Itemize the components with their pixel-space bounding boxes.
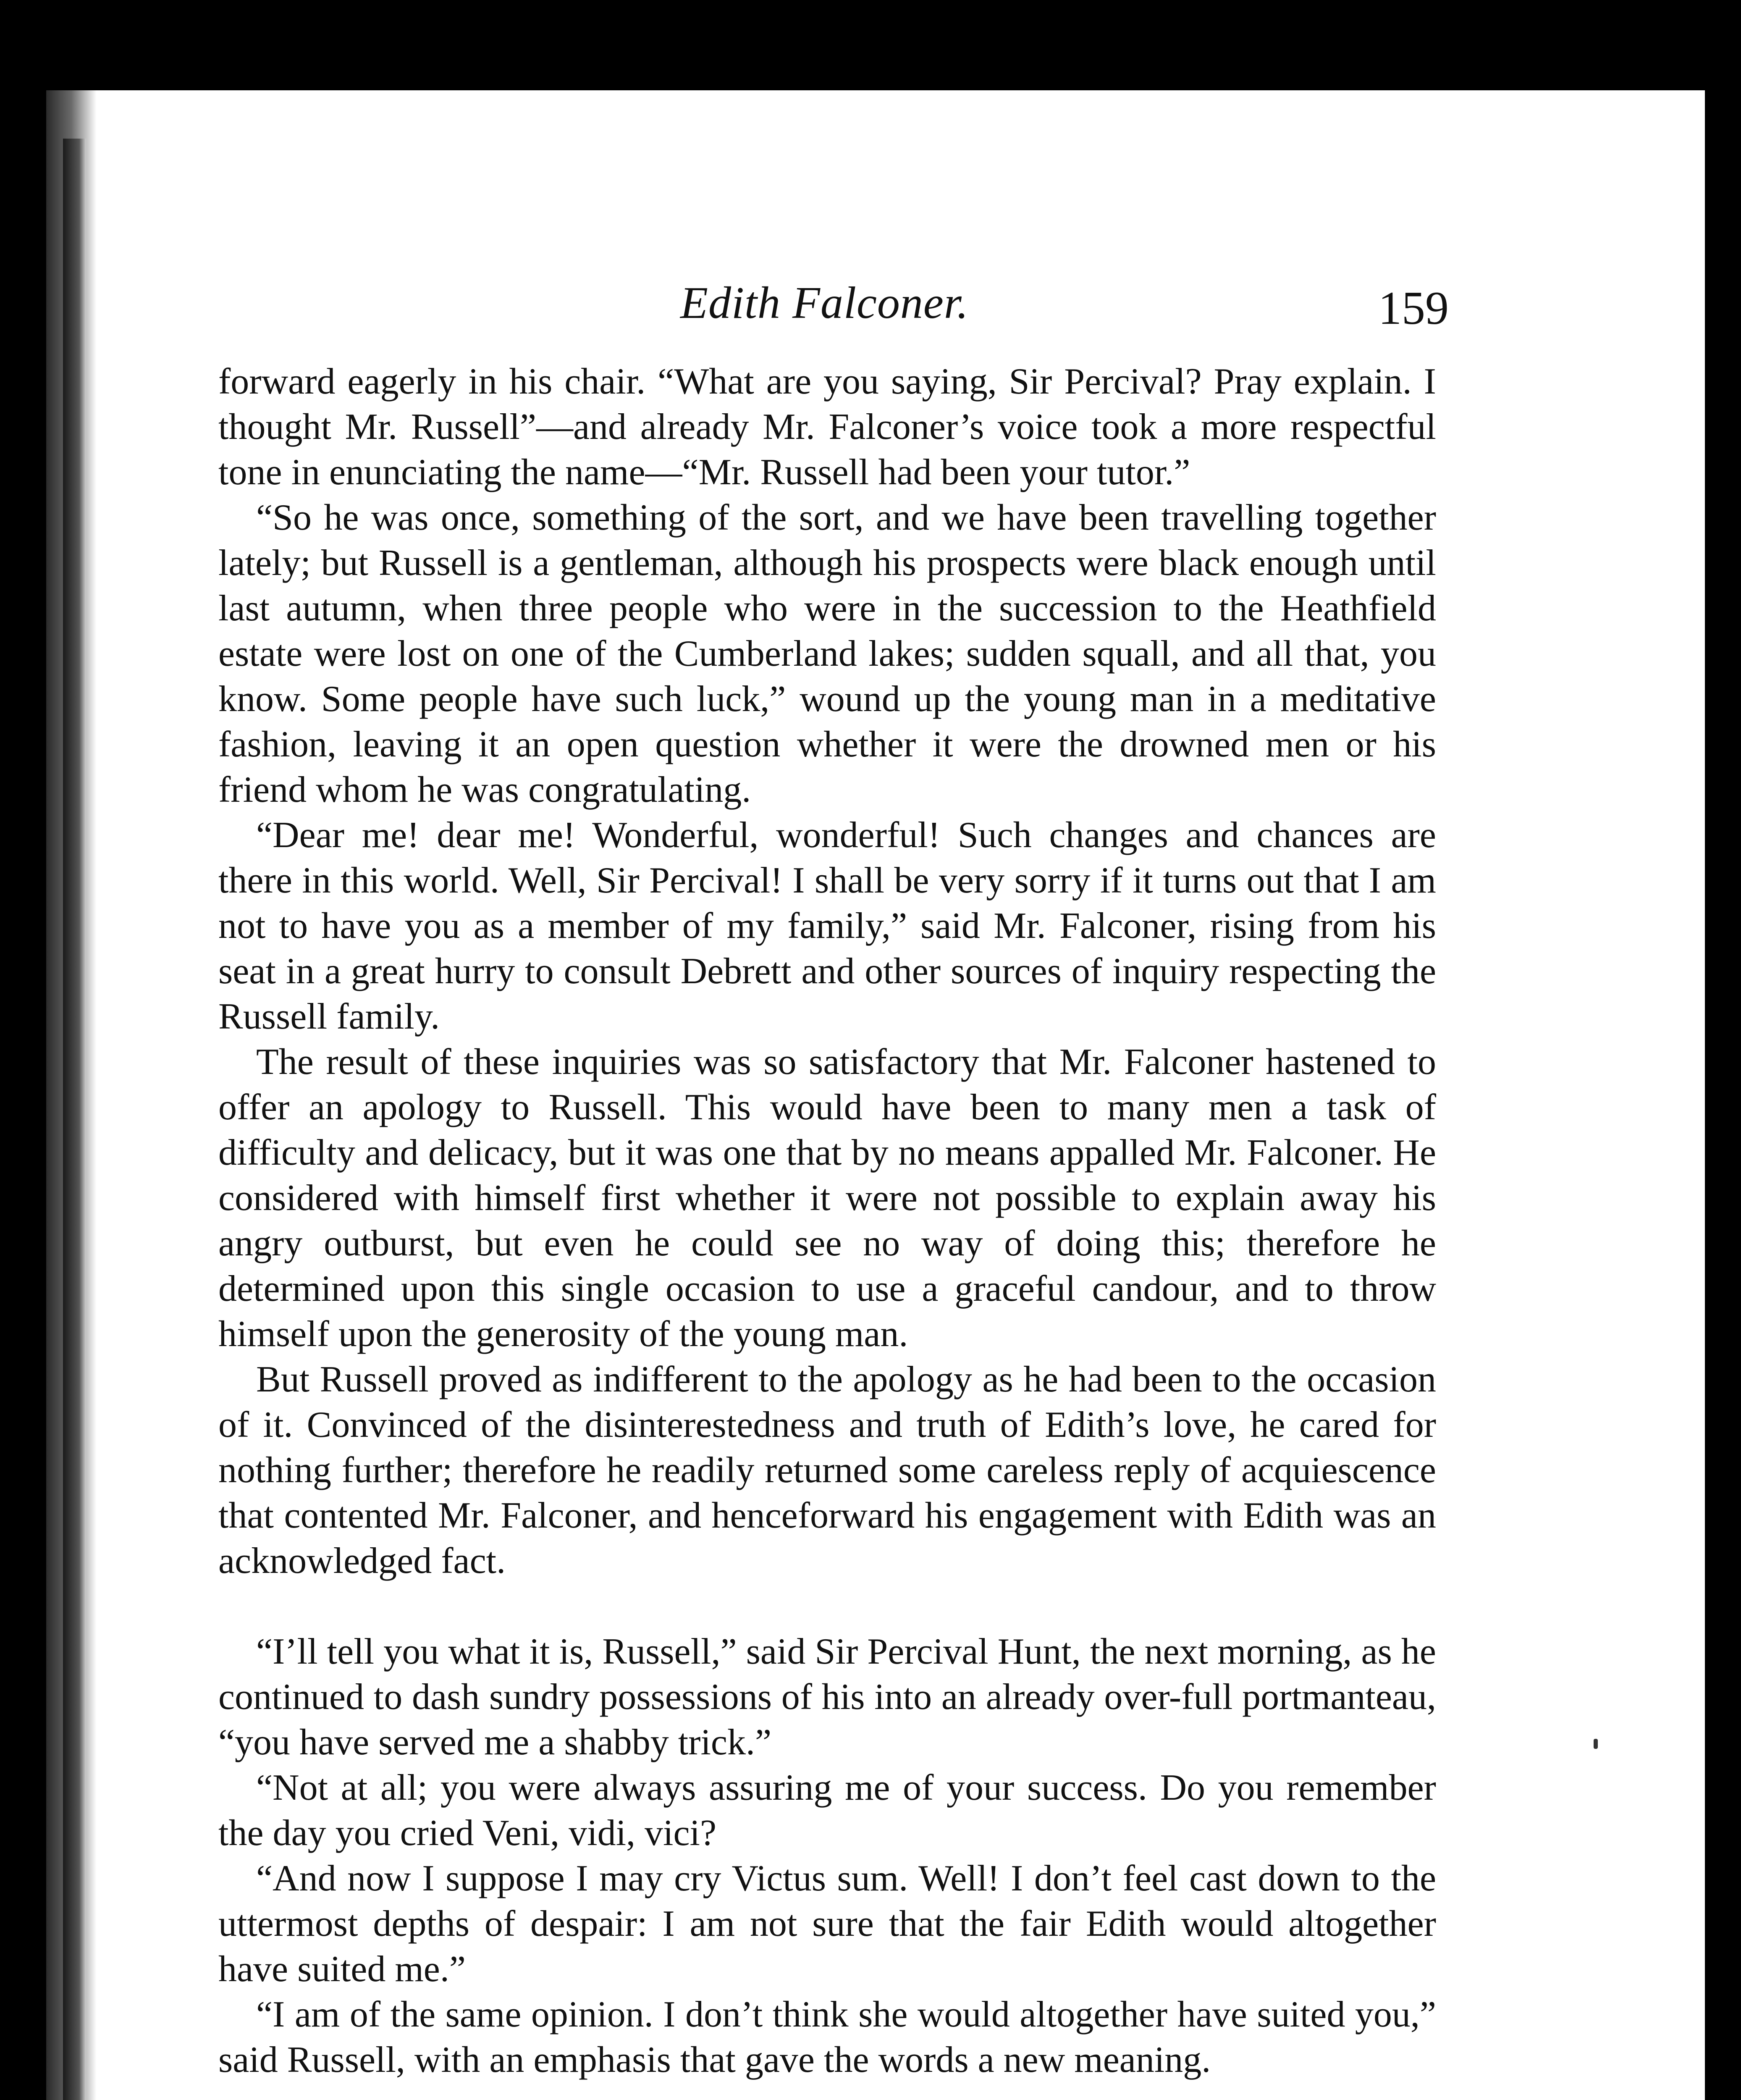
paragraph: “I am of the same opinion. I don’t think she would altogether have suited you,” said Russell, with an emphasis that gave the words a new meaning.	[218, 1994, 1436, 2080]
paragraph: But Russell proved as indifferent to the apology as he had been to the occasion of it. Convinced of the disinterestedness and truth of Edith’s love, he cared for nothing further; therefore he readily returned some careless reply of acquiescence that contented Mr. Falconer, and henceforward his engagement with Edith was an acknowledged fact.	[218, 1359, 1436, 1581]
running-head	[218, 277, 1449, 340]
paragraph: “Not at all; you were always assuring me of your success. Do you remember the day you cried Veni, vidi, vici?	[218, 1767, 1436, 1853]
running-title: Edith Falconer.	[680, 278, 969, 328]
paragraph: forward eagerly in his chair. “What are you saying, Sir Percival? Pray explain. I thought Mr. Russell”—and already Mr. Falconer’s voice took a more respectful tone in enunciating the name—“Mr. Russell had been your tutor.”	[218, 361, 1436, 493]
paragraph: “Dear me! dear me! Wonderful, wonderful! Such changes and chances are there in this world. Well, Sir Percival! I shall be very sorry if it turns out that I am not to have you as a member of my family,” said Mr. Falconer, rising from his seat in a great hurry to consult Debrett and other sources of inquiry respecting the Russell family.	[218, 815, 1436, 1037]
paragraph: The result of these inquiries was so satisfactory that Mr. Falconer hastened to offer an apology to Russell. This would have been to many men a task of difficulty and delicacy, but it was one that by no means appalled Mr. Falconer. He considered with himself first whether it were not possible to explain away his angry outburst, but even he could see no way of doing this; therefore he determined upon this single occasion to use a graceful candour, and to throw himself upon the generosity of the young man.	[218, 1042, 1436, 1354]
paragraph: “So he was once, something of the sort, and we have been travelling together lately; but Russell is a gentleman, although his prospects were black enough until last autumn, when three people who were in the succession to the Heathfield estate were lost on one of the Cumberland lakes; sudden squall, and all that, you know. Some people have such luck,” wound up the young man in a meditative fashion, leaving it an open question whether it were the drowned men or his friend whom he was congratulating.	[218, 497, 1436, 810]
paragraph: “And now I suppose I may cry Victus sum. Well! I don’t feel cast down to the uttermost depths of despair: I am not sure that the fair Edith would altogether have suited me.”	[218, 1858, 1436, 1990]
page-gutter	[63, 139, 86, 2100]
scan-speck	[1594, 1739, 1598, 1749]
page-number: 159	[1378, 282, 1449, 334]
body-text	[218, 359, 1436, 2083]
paragraph: “I’ll tell you what it is, Russell,” said Sir Percival Hunt, the next morning, as he continued to dash sundry possessions of his into an already over-full portmanteau, “you have served me a shabby trick.”	[218, 1631, 1436, 1763]
